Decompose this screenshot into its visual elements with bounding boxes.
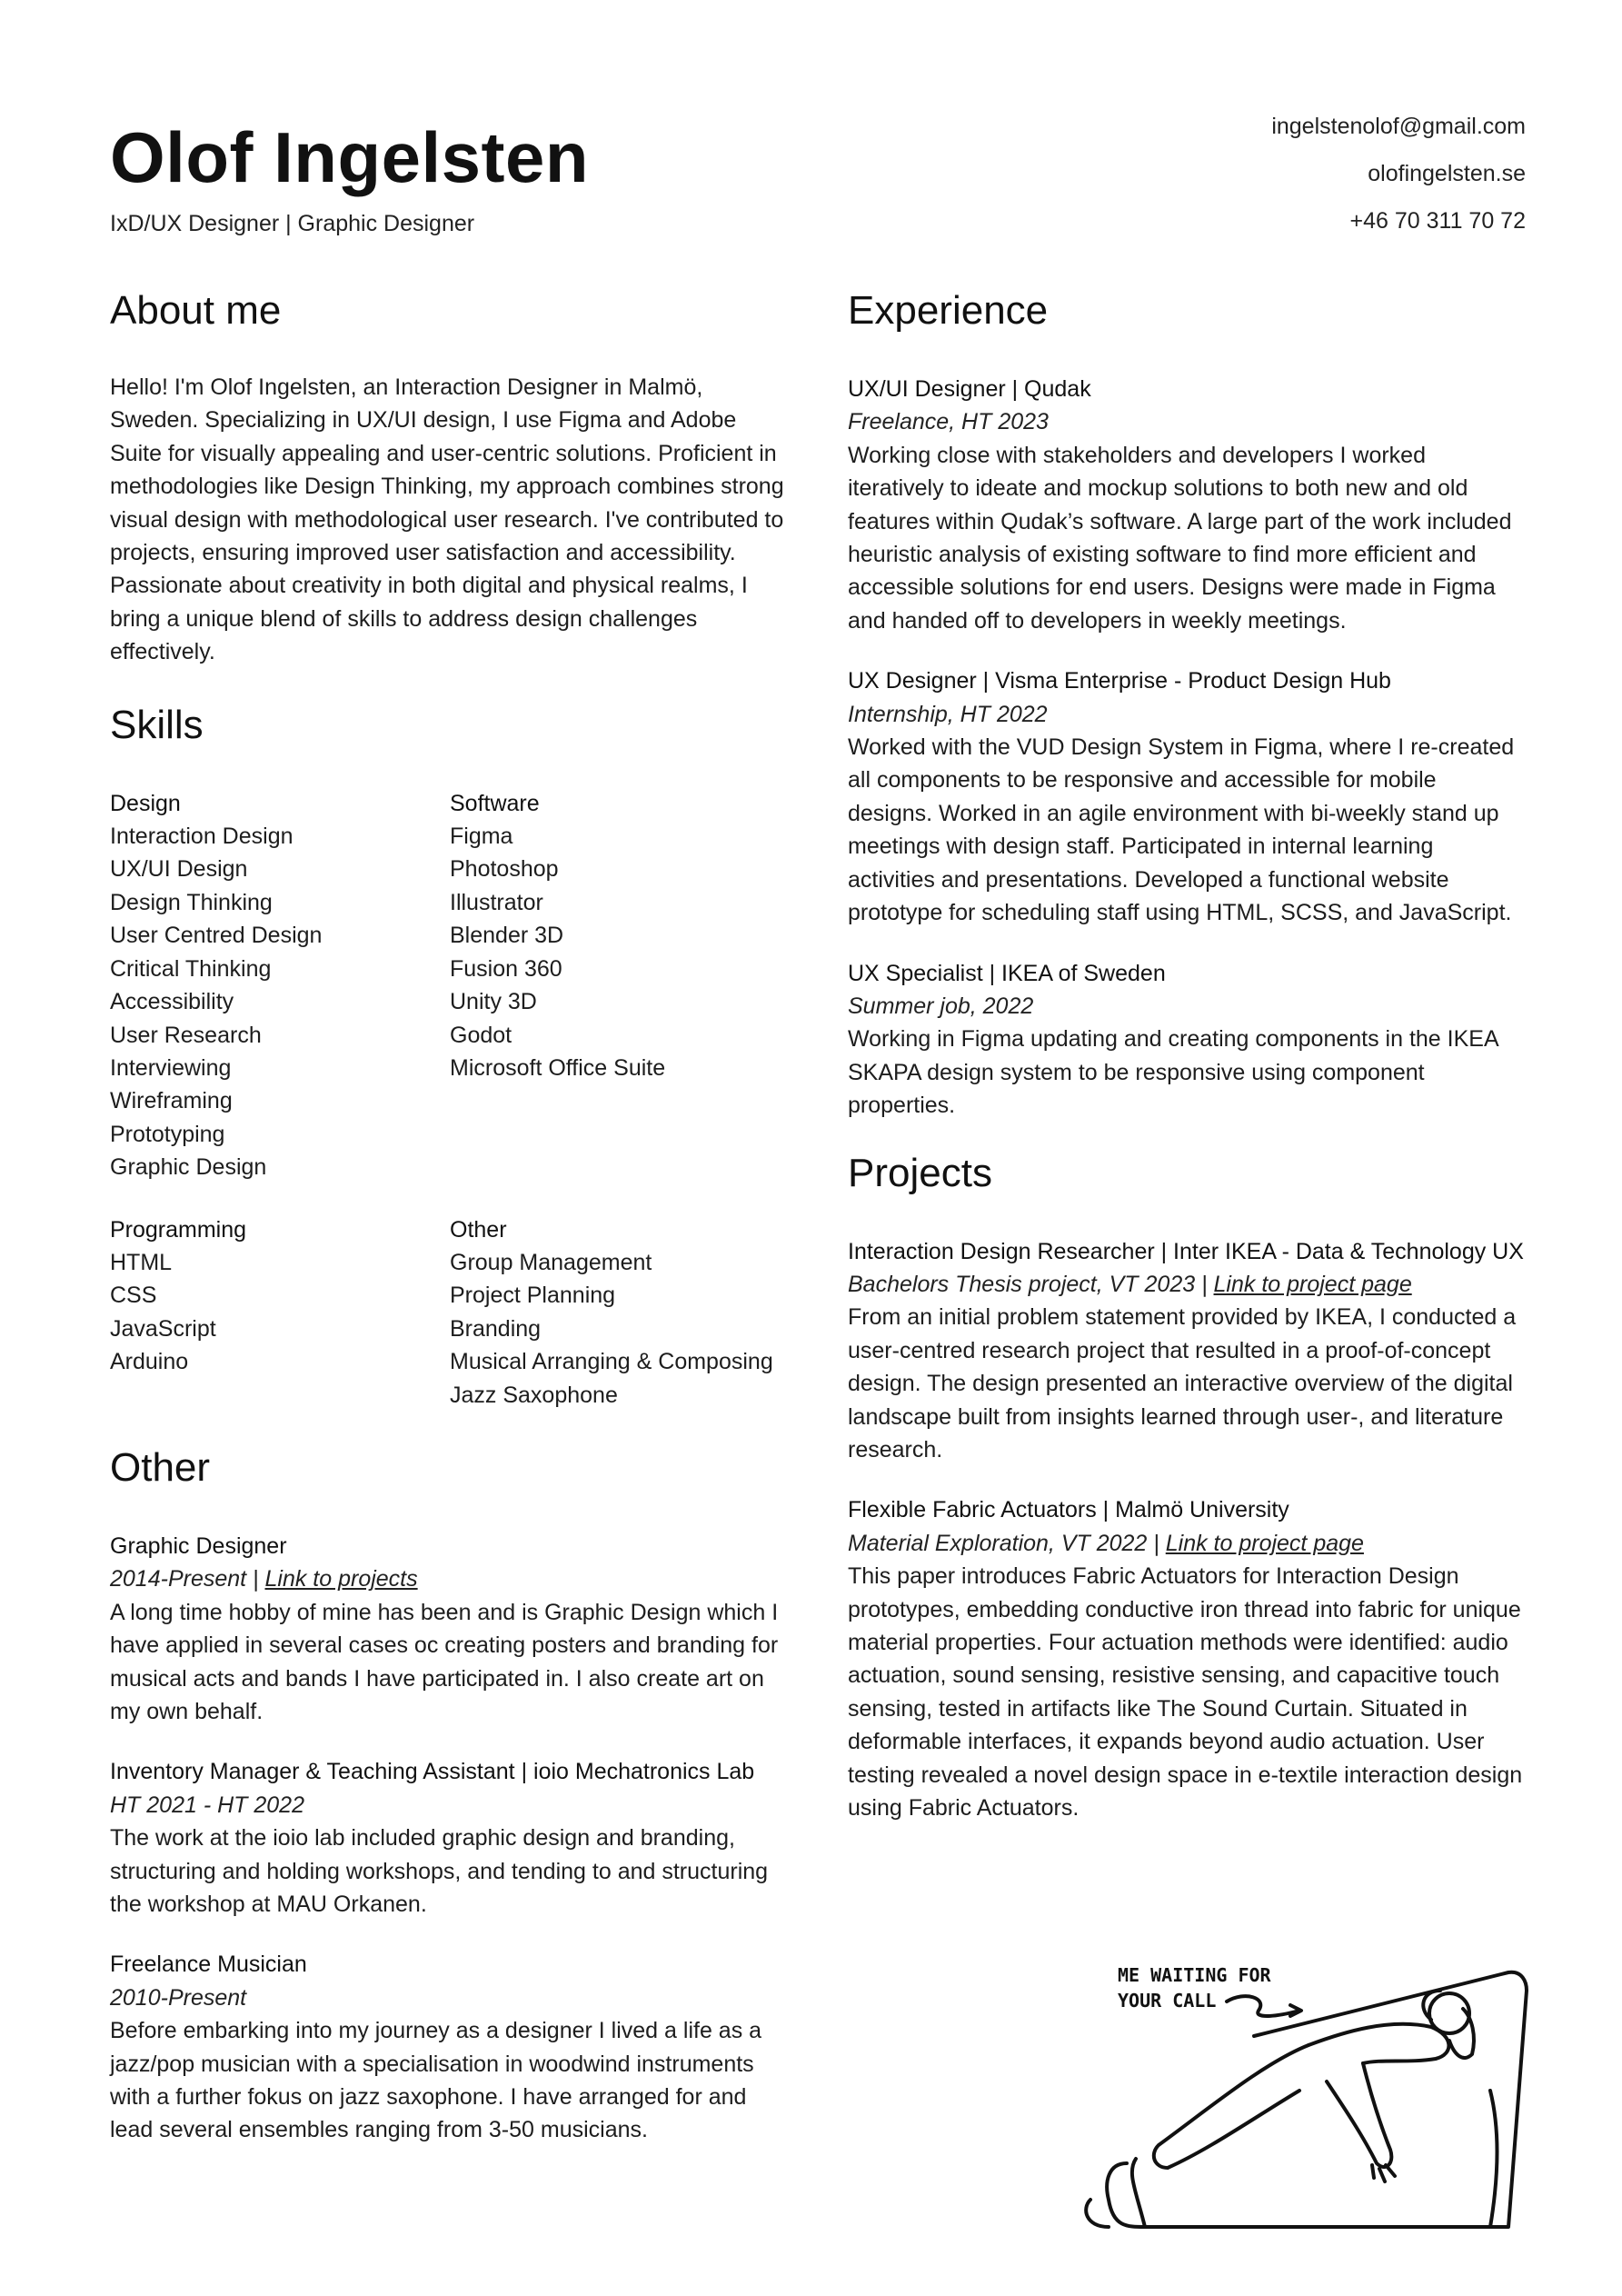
skill-item: CSS [110,1283,157,1309]
skill-item: Graphic Design [110,1154,267,1181]
couch-back [1209,1972,1527,2227]
skill-item: Interviewing [110,1054,232,1081]
couch-arm-inner [1132,2159,1145,2227]
skill-category-title: Design [110,790,181,816]
left-column [110,287,791,2174]
skill-item: Unity 3D [450,989,537,1015]
entry-description: This paper introduces Fabric Actuators for Interaction Design prototypes, embedding conductive iron thread into fabric for unique material properties. Four actuation methods were identified: audio actuation, sound sensing, resistive sensing, and capacitive touch sensing, tested in artifacts like The Sound Curtain. Situated in deformable interfaces, it expands beyond audio actuation. User testing revealed a novel design space in e-textile interaction design using Fabric Actuators. [848,1563,1523,1822]
entry-title: Interaction Design Researcher | Inter IKEA - Data & Technology UX [848,1238,1524,1264]
project-entry [848,1493,1525,1824]
skill-item: Interaction Design [110,824,294,850]
project-page-link[interactable]: Link to project page [1165,1530,1364,1556]
skill-item: HTML [110,1249,173,1275]
skill-category-programming [110,1213,450,1412]
entry-description: Working close with stakeholders and developers I worked iteratively to ideate and mockup solutions to both new and old features within Qudak’s software. A large part of the work included heuristic analysis of existing software to find more efficient and accessible solutions for end users. Designs were made in Figma and handed off to developers in weekly meetings. [848,442,1512,634]
skill-item: Group Management [450,1249,652,1275]
entry-title: Flexible Fabric Actuators | Malmö University [848,1497,1289,1523]
experience-entry [848,957,1525,1123]
other-entries [110,1530,791,2147]
skill-item: Figma [450,824,513,850]
skill-category-title: Software [450,790,540,816]
project-entries [848,1235,1525,1825]
person-legs [1154,2045,1309,2168]
entry-date: Bachelors Thesis project, VT 2023 | [848,1271,1214,1297]
skill-category-design [110,787,450,1184]
entry-subtitle [848,1268,1525,1301]
entry-subtitle: Summer job, 2022 [848,993,1034,1019]
skill-item: User Centred Design [110,923,323,949]
skill-item: User Research [110,1022,262,1048]
other-entry [110,1530,791,1728]
experience-entry [848,664,1525,929]
entry-description: Before embarking into my journey as a designer I lived a life as a jazz/pop musician with a specialisation in woodwind instruments with a further fokus on jazz saxophone. I have arranged for and lead several ensembles ranging from 3-50 musicians. [110,2018,762,2143]
skill-item: Design Thinking [110,889,273,915]
project-entry [848,1235,1525,1467]
entry-title: Graphic Designer [110,1532,287,1559]
skill-item: Accessibility [110,989,234,1015]
about-title: About me [110,288,282,333]
entry-subtitle: Internship, HT 2022 [848,701,1048,727]
entry-description: Worked with the VUD Design System in Figma, where I re-created all components to be responsive and accessible for mobile designs. Worked in an agile environment with bi-weekly stand up meetings with design staff. Participated in internal learning activities and presentations. Developed a functional website prototype for scheduling staff using HTML, SCSS, and JavaScript. [848,734,1515,926]
skill-item: Wireframing [110,1088,233,1114]
entry-description: A long time hobby of mine has been and is Graphic Design which I have applied in several cases oc creating posters and branding for musical acts and bands I have participated in. I also create art on my own behalf. [110,1599,779,1724]
skill-item: Photoshop [450,856,559,883]
skill-item: Critical Thinking [110,955,272,982]
entry-subtitle [110,1562,791,1595]
email-text: ingelstenolof@gmail.com [1271,114,1526,139]
other-title: Other [110,1444,211,1490]
person-torso [1309,2024,1448,2063]
skill-item: Microsoft Office Suite [450,1054,666,1081]
right-column [848,287,1525,1852]
entry-title: UX Specialist | IKEA of Sweden [848,960,1166,986]
skills-title: Skills [110,702,204,747]
entry-subtitle: 2010-Present [110,1984,247,2011]
phone-text: +46 70 311 70 72 [1349,208,1526,234]
role-subtitle: IxD/UX Designer | Graphic Designer [110,211,475,236]
entry-title: Inventory Manager & Teaching Assistant | ioio Mechatronics Lab [110,1759,755,1785]
skill-category-title: Programming [110,1216,247,1243]
about-text: Hello! I'm Olof Ingelsten, an Interaction Designer in Malmö, Sweden. Specializing in UX/UI design, I use Figma and Adobe Suite for visually appealing and user-centric solutions. Proficient in methodologies like Design Thinking, my approach combines strong visual design with methodological user research. I've contributed to projects, ensuring improved user satisfaction and accessibility. Passionate about creativity in both digital and physical realms, I bring a unique blend of skills to address design challenges effectively. [110,374,784,665]
skill-item: Musical Arranging & Composing [450,1349,773,1375]
skill-item: Prototyping [110,1121,225,1147]
skill-item: Project Planning [450,1283,616,1309]
entry-subtitle: Freelance, HT 2023 [848,409,1049,435]
skill-category-other [450,1213,790,1412]
doodle-caption-line1: ME WAITING FOR [1118,1964,1271,1986]
contact-block [1271,111,1526,253]
entry-date: 2014-Present | [110,1566,265,1592]
person-arm [1327,2063,1391,2167]
skill-item: JavaScript [110,1315,216,1342]
other-entry [110,1948,791,2146]
skill-item: Jazz Saxophone [450,1382,618,1408]
skill-item: UX/UI Design [110,856,248,883]
project-page-link[interactable]: Link to project page [1213,1271,1412,1297]
skill-category-title: Other [450,1216,507,1243]
entry-date: Material Exploration, VT 2022 | [848,1530,1166,1556]
entry-description: From an initial problem statement provided by IKEA, I conducted a user-centred research project that resulted in a proof-of-concept design. The design presented an interactive overview of the digital landscape built from insights learned through user-, and literature research. [848,1304,1517,1462]
skill-item: Blender 3D [450,923,564,949]
caption-arrow [1227,1996,1299,2016]
experience-entry [848,373,1525,637]
couch-seat-edge [1086,2200,1109,2227]
skill-item: Illustrator [450,889,543,915]
skill-item: Fusion 360 [450,955,562,982]
doodle-caption-line2: YOUR CALL [1118,1990,1217,2011]
entry-title: UX/UI Designer | Qudak [848,376,1091,402]
skill-item: Arduino [110,1349,189,1375]
skill-category-software [450,787,790,1184]
name-heading: Olof Ingelsten [110,117,590,197]
projects-link[interactable]: Link to projects [264,1566,418,1592]
experience-entries [848,373,1525,1123]
skills-grid [110,787,791,1412]
entry-description: The work at the ioio lab included graphic design and branding, structuring and holding workshops, and tending to and structuring the workshop at MAU Orkanen. [110,1825,769,1918]
other-entry [110,1755,791,1921]
couch-person-drawing [1072,1954,1545,2236]
waiting-illustration [1072,1954,1545,2236]
entry-subtitle: HT 2021 - HT 2022 [110,1792,304,1818]
skill-item: Branding [450,1315,542,1342]
skill-item: Godot [450,1022,512,1048]
website-text: olofingelsten.se [1368,161,1526,186]
couch-arm [1107,2163,1209,2227]
entry-description: Working in Figma updating and creating components in the IKEA SKAPA design system to be responsive using component properties. [848,1026,1498,1119]
couch-cushion [1490,2091,1498,2227]
entry-title: Freelance Musician [110,1952,307,1978]
experience-title: Experience [848,288,1049,333]
entry-title: UX Designer | Visma Enterprise - Product Design Hub [848,668,1391,694]
entry-subtitle [848,1527,1525,1560]
projects-title: Projects [848,1150,992,1195]
